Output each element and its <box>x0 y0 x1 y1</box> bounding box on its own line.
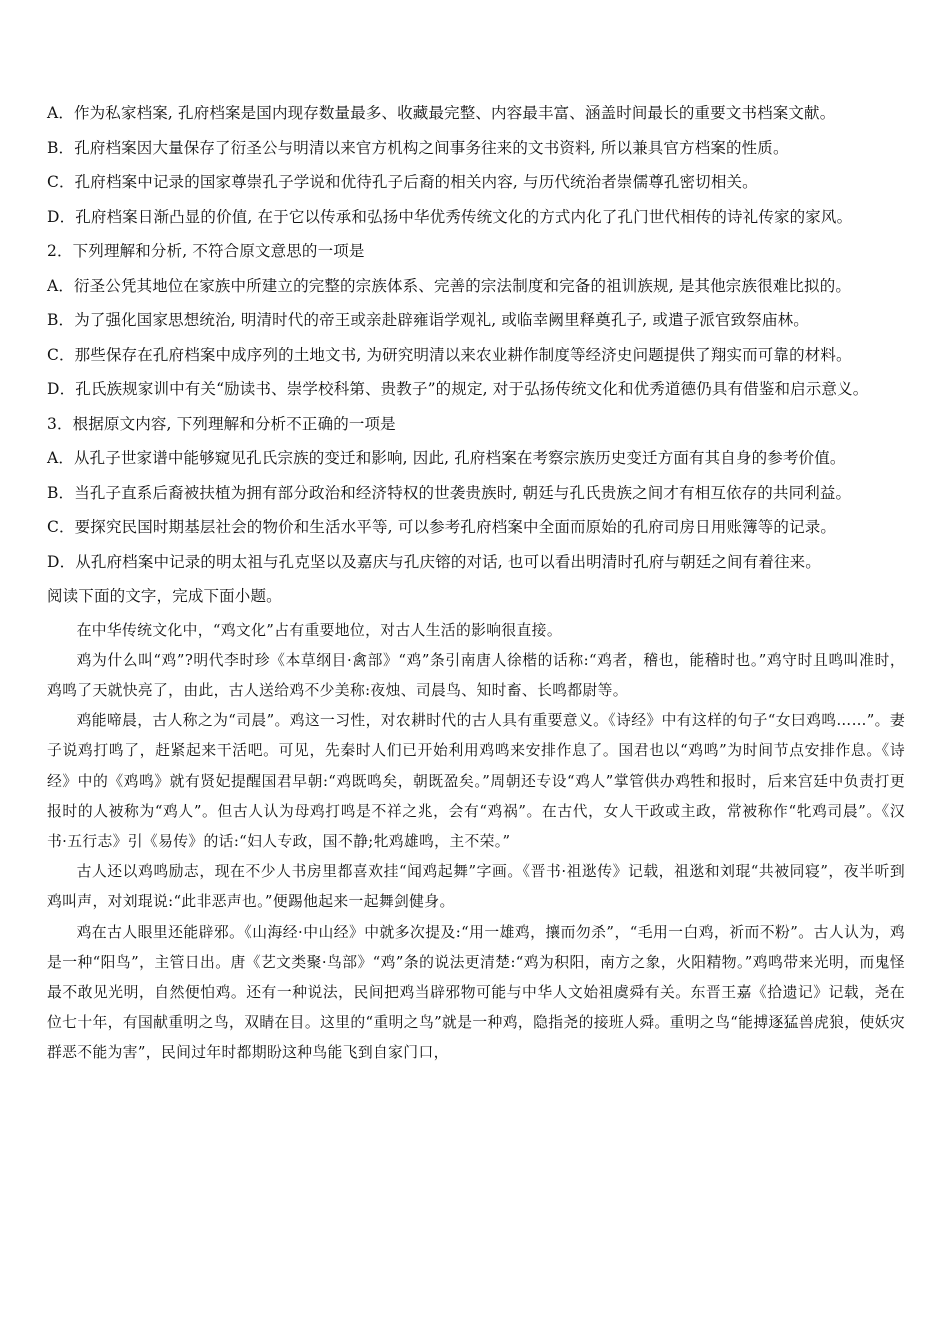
q2-option-c: C．那些保存在孔府档案中成序列的土地文书, 为研究明清以来农业耕作制度等经济史问题提供了翔实而可靠的材料。 <box>47 345 852 364</box>
q1-option-c: C．孔府档案中记录的国家尊崇孔子学说和优待孔子后裔的相关内容, 与历代统治者崇儒尊孔密切相关。 <box>47 173 758 191</box>
q2-option-b: B．为了强化国家思想统治, 明清时代的帝王或亲赴辟雍诣学观礼, 或临幸阙里释奠孔子, 或遣子派官致祭庙林。 <box>47 311 809 329</box>
q1-option-a: A．作为私家档案, 孔府档案是国内现存数量最多、收藏最完整、内容最丰富、涵盖时间最长的重要文书档案文献。 <box>47 104 836 122</box>
q2-option-a: A．衍圣公凭其地位在家族中所建立的完整的宗族体系、完善的宗法制度和完备的祖训族规, 是其他宗族很难比拟的。 <box>47 276 852 295</box>
q1-option-b: B．孔府档案因大量保存了衍圣公与明清以来官方机构之间事务往来的文书资料, 所以兼具官方档案的性质。 <box>47 138 789 157</box>
article-paragraph-5: 鸡在古人眼里还能辟邪。《山海经·中山经》中就多次提及:“用一雄鸡，攘而勿杀”，“毛用一白鸡，祈而不粉”。古人认为，鸡是一种“阳鸟”，主管日出。唐《艺文类聚·鸟部》“鸡”条的说法更清楚:“鸡为积阳，南方之象，火阳精物。”鸡鸣带来光明，而鬼怪最不敢见光明，自然便怕鸡。还有一种说法，民间把鸡当辟邪物可能与中华人文始祖虞舜有关。东晋王嘉《拾遗记》记载，尧在位七十年，有国献重明之鸟，双睛在目。这里的“重明之鸟”就是一种鸡，隐指尧的接班人舜。重明之鸟“能搏逐猛兽虎狼，使妖灾群恶不能为害”，民间过年时都期盼这种鸟能飞到自家门口， <box>47 923 905 1062</box>
article-paragraph-4: 古人还以鸡鸣励志，现在不少人书房里都喜欢挂“闻鸡起舞”字画。《晋书·祖逖传》记载，祖逖和刘琨“共被同寝”，夜半听到鸡叫声，对刘琨说:“此非恶声也。”便踢他起来一起舞剑健身。 <box>47 863 905 911</box>
q2-option-d: D．孔氏族规家训中有关“励读书、崇学校科第、贵教子”的规定, 对于弘扬传统文化和优秀道德仍具有借鉴和启示意义。 <box>47 380 869 398</box>
article-paragraph-1: 在中华传统文化中，“鸡文化”占有重要地位，对古人生活的影响很直接。 <box>76 621 562 639</box>
article-paragraph-3: 鸡能啼晨，古人称之为“司晨”。鸡这一习性，对农耕时代的古人具有重要意义。《诗经》中有这样的句子“女曰鸡鸣……”。妻子说鸡打鸣了，赶紧起来干活吧。可见，先秦时人们已开始利用鸡鸣来安排作息了。国君也以“鸡鸣”为时间节点安排作息。《诗经》中的《鸡鸣》就有贤妃提醒国君早朝:“鸡既鸣矣，朝既盈矣。”周朝还专设“鸡人”掌管供办鸡牲和报时，后来宫廷中负责打更报时的人被称为“鸡人”。但古人认为母鸡打鸣是不祥之兆，会有“鸡祸”。在古代，女人干政或主政，常被称作“牝鸡司晨”。《汉书·五行志》引《易传》的话:“妇人专政，国不静;牝鸡雄鸣，主不荣。” <box>47 712 905 850</box>
q2-stem: 2．下列理解和分析, 不符合原文意思的一项是 <box>47 242 365 260</box>
q3-option-a: A．从孔子世家谱中能够窥见孔氏宗族的变迁和影响, 因此, 孔府档案在考察宗族历史变迁方面有其自身的参考价值。 <box>47 449 846 467</box>
q3-option-d: D．从孔府档案中记录的明太祖与孔克坚以及嘉庆与孔庆镕的对话, 也可以看出明清时孔府与朝廷之间有着往来。 <box>47 552 821 571</box>
reading-instruction: 阅读下面的文字，完成下面小题。 <box>47 587 282 605</box>
article-paragraph-2: 鸡为什么叫“鸡”?明代李时珍《本草纲目·禽部》“鸡”条引南唐人徐楷的话称:“鸡者，稽也，能稽时也。”鸡守时且鸣叫准时，鸡鸣了天就快亮了，由此，古人送给鸡不少美称:夜烛、司晨鸟、知时畜、长鸣都尉等。 <box>47 651 905 699</box>
q3-option-c: C．要探究民国时期基层社会的物价和生活水平等, 可以参考孔府档案中全面而原始的孔府司房日用账簿等的记录。 <box>47 518 837 536</box>
q3-option-b: B．当孔子直系后裔被扶植为拥有部分政治和经济特权的世袭贵族时, 朝廷与孔氏贵族之间才有相互依存的共同利益。 <box>47 483 852 502</box>
q3-stem: 3．根据原文内容, 下列理解和分析不正确的一项是 <box>47 414 396 433</box>
q1-option-d: D．孔府档案日渐凸显的价值, 在于它以传承和弘扬中华优秀传统文化的方式内化了孔门世代相传的诗礼传家的家风。 <box>47 207 853 226</box>
document-page <box>47 96 905 1069</box>
